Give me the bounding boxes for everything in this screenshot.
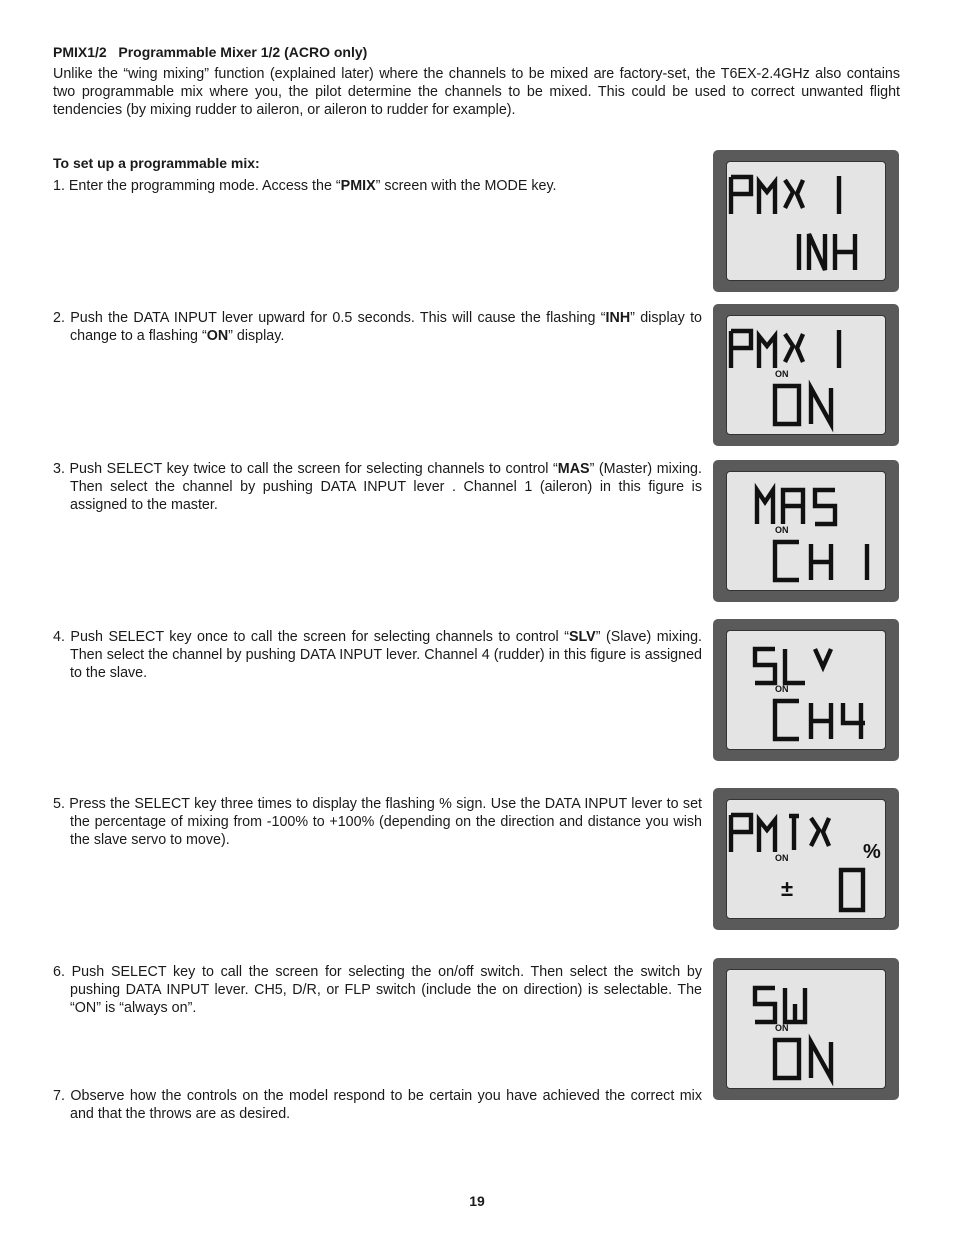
step-3: 3. Push SELECT key twice to call the screen for selecting channels to control “MAS” (Master) mixing. Then select the channel by pushing DATA INPUT lever . Channel 1 (aileron) in this figure is assigned to the master. bbox=[53, 461, 702, 513]
lcd-display-mas-ch1 bbox=[713, 460, 899, 602]
page-number: 19 bbox=[469, 1193, 485, 1209]
lcd-segments bbox=[727, 472, 885, 590]
lcd-segments bbox=[727, 631, 885, 749]
step-5: 5. Press the SELECT key three times to display the flashing % sign. Use the DATA INPUT lever to set the percentage of mixing from -100% to +100% (depending on the direction and distance you wish the slave servo to move). bbox=[53, 796, 702, 848]
step-6: 6. Push SELECT key to call the screen for selecting the on/off switch. Then select the switch by pushing DATA INPUT lever. CH5, D/R, or FLP switch (include the on direction) is selectable. The “ON” is “always on”. bbox=[53, 964, 702, 1016]
step-4: 4. Push SELECT key once to call the screen for selecting channels to control “SLV” (Slave) mixing. Then select the channel by pushing DATA INPUT lever. Channel 4 (rudder) in this figure is assigned to the slave. bbox=[53, 629, 702, 681]
lcd-screen bbox=[726, 799, 886, 919]
plus-minus-sign: ± bbox=[781, 876, 794, 901]
lcd-segments bbox=[727, 316, 885, 434]
lcd-display-pmx-on bbox=[713, 304, 899, 446]
lcd-screen bbox=[726, 471, 886, 591]
lcd-display-slv-ch4 bbox=[713, 619, 899, 761]
lcd-display-pmx-inh bbox=[713, 150, 899, 292]
percent-sign: % bbox=[863, 841, 881, 863]
lcd-segments bbox=[727, 162, 885, 280]
lcd-screen bbox=[726, 630, 886, 750]
lcd-screen bbox=[726, 969, 886, 1089]
step-7: 7. Observe how the controls on the model respond to be certain you have achieved the correct mix and that the throws are as desired. bbox=[53, 1088, 702, 1122]
lcd-display-sw-on bbox=[713, 958, 899, 1100]
on-indicator: ON bbox=[775, 525, 789, 535]
lcd-screen bbox=[726, 315, 886, 435]
intro-paragraph: Unlike the “wing mixing” function (explained later) where the channels to be mixed are factory-set, the T6EX-2.4GHz also contains two programmable mix where you, the pilot determine the channels to be mixed. This could be used to correct unwanted flight tendencies (by mixing rudder to aileron, or aileron to rudder for example). bbox=[53, 66, 900, 118]
lcd-segments bbox=[727, 800, 885, 918]
on-indicator: ON bbox=[775, 1023, 789, 1033]
step-1: 1. Enter the programming mode. Access the “PMIX” screen with the MODE key. bbox=[53, 178, 557, 194]
on-indicator: ON bbox=[775, 853, 789, 863]
section-title: PMIX1/2 Programmable Mixer 1/2 (ACRO only) bbox=[53, 44, 368, 60]
setup-heading: To set up a programmable mix: bbox=[53, 155, 260, 171]
step-2: 2. Push the DATA INPUT lever upward for 0.5 seconds. This will cause the flashing “INH” display to change to a flashing “ON” display. bbox=[53, 310, 702, 344]
on-indicator: ON bbox=[775, 369, 789, 379]
on-indicator: ON bbox=[775, 684, 789, 694]
lcd-screen bbox=[726, 161, 886, 281]
lcd-display-pmix-rate bbox=[713, 788, 899, 930]
lcd-segments bbox=[727, 970, 885, 1088]
